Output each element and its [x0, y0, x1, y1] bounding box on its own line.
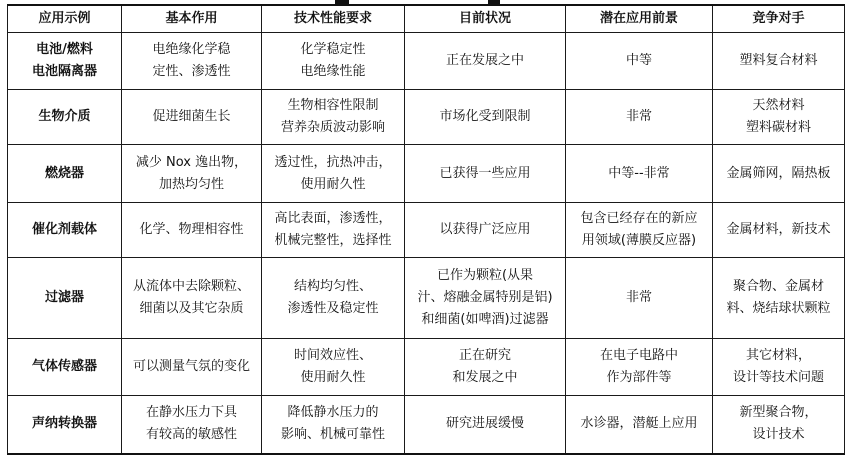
cell-line: 其它材料， [745, 348, 811, 363]
header-basic-function: 基本作用 [122, 5, 262, 33]
cell-basic-function [122, 258, 262, 339]
cell-line: 生物相容性限制 [287, 98, 379, 113]
cell-line: 非常 [625, 109, 652, 124]
cell-potential-prospects [566, 396, 713, 454]
cell-line: 正在研究 [458, 348, 511, 363]
cell-line: 从流体中去除颗粒、 [132, 279, 250, 294]
cell-current-status [405, 203, 566, 258]
cell-line: 使用耐久性 [300, 176, 366, 192]
cell-line: 已作为颗粒(从果 [436, 268, 534, 283]
cell-line: 可以测量气氛的变化 [132, 359, 250, 374]
cell-line: 在电子电路中 [599, 348, 678, 363]
table-row [8, 203, 845, 258]
cell-line: 设计等技术问题 [732, 370, 824, 385]
cell-technical-requirements [262, 90, 405, 145]
cell-basic-function [122, 339, 262, 396]
cell-application [8, 258, 122, 339]
cell-current-status [405, 90, 566, 145]
table-row [8, 90, 845, 145]
cell-current-status [405, 396, 566, 454]
cell-line: 生物介质 [38, 109, 91, 124]
cell-basic-function [122, 145, 262, 203]
cell-basic-function [122, 203, 262, 258]
cell-line: 研究进展缓慢 [445, 416, 524, 432]
cell-line: 作为部件等 [606, 370, 672, 385]
cell-line: 声纳转换器 [31, 416, 97, 432]
cell-line: 时间效应性、 [293, 348, 372, 363]
cell-line: 用领域(薄膜反应器) [581, 233, 697, 248]
cell-application [8, 90, 122, 145]
table-row [8, 33, 845, 90]
cell-competitors [713, 339, 845, 396]
cell-line: 过滤器 [44, 290, 84, 305]
cell-line: 塑料碳材料 [745, 120, 811, 135]
cell-technical-requirements [262, 33, 405, 90]
cell-line: 营养杂质波动影响 [280, 120, 385, 135]
cell-line: 聚合物、金属材 [732, 279, 824, 294]
cell-competitors [713, 203, 845, 258]
cell-potential-prospects [566, 203, 713, 258]
header-potential-prospects: 潜在应用前景 [566, 5, 713, 33]
cell-line: 促进细菌生长 [152, 109, 231, 124]
cell-potential-prospects [566, 339, 713, 396]
cell-line: 影响、机械可靠性 [280, 427, 385, 443]
cell-potential-prospects [566, 90, 713, 145]
cell-line: 非常 [625, 290, 652, 305]
cell-line: 有较高的敏感性 [145, 427, 237, 443]
cell-line: 市场化受到限制 [439, 109, 531, 124]
cell-line: 中等--非常 [608, 165, 670, 181]
cell-technical-requirements [262, 258, 405, 339]
cell-basic-function [122, 396, 262, 454]
applications-table [7, 4, 845, 455]
cell-line: 金属材料，新技术 [726, 222, 831, 237]
header-row [8, 5, 845, 33]
cell-line: 以获得广泛应用 [439, 222, 531, 237]
cell-competitors [713, 145, 845, 203]
cell-line: 减少 Nox 逸出物， [135, 154, 248, 170]
cell-line: 正在发展之中 [445, 53, 524, 68]
header-application: 应用示例 [8, 5, 122, 33]
cell-current-status [405, 145, 566, 203]
cell-line: 电池/燃料 [36, 42, 93, 57]
cell-potential-prospects [566, 33, 713, 90]
cell-line: 催化剂载体 [31, 222, 97, 237]
cell-line: 塑料复合材料 [739, 53, 818, 68]
cell-application [8, 33, 122, 90]
cell-application [8, 339, 122, 396]
table-row [8, 339, 845, 396]
cell-line: 新型聚合物， [739, 405, 818, 421]
header-competitors: 竞争对手 [713, 5, 845, 33]
cell-current-status [405, 33, 566, 90]
cell-basic-function [122, 90, 262, 145]
cell-line: 中等 [625, 53, 652, 68]
cell-line: 设计技术 [752, 427, 805, 443]
cell-application [8, 145, 122, 203]
cell-line: 和细菌(如啤酒)过滤器 [421, 312, 549, 327]
cell-line: 渗透性及稳定性 [287, 301, 379, 316]
cell-technical-requirements [262, 203, 405, 258]
cell-competitors [713, 258, 845, 339]
cell-line: 电池隔离器 [31, 64, 97, 79]
cell-line: 化学稳定性 [300, 42, 366, 57]
cell-line: 电绝缘性能 [300, 64, 366, 79]
cell-line: 天然材料 [752, 98, 805, 113]
cell-line: 高比表面，渗透性， [274, 211, 392, 226]
cell-line: 料、烧结球状颗粒 [726, 301, 831, 316]
cell-technical-requirements [262, 339, 405, 396]
cell-basic-function [122, 33, 262, 90]
cell-line: 燃烧器 [44, 165, 84, 181]
table-row [8, 258, 845, 339]
cell-line: 结构均匀性、 [293, 279, 372, 294]
cell-potential-prospects [566, 258, 713, 339]
table-row [8, 396, 845, 454]
cell-line: 化学、物理相容性 [139, 222, 244, 237]
cell-line: 包含已经存在的新应 [580, 211, 698, 226]
cell-line: 机械完整性，选择性 [274, 233, 392, 248]
table-row [8, 145, 845, 203]
cell-line: 透过性，抗热冲击， [274, 154, 392, 170]
cell-line: 气体传感器 [31, 359, 97, 374]
cell-competitors [713, 396, 845, 454]
cell-competitors [713, 33, 845, 90]
cell-line: 电绝缘化学稳 [152, 42, 231, 57]
cell-line: 细菌以及其它杂质 [139, 301, 244, 316]
cell-line: 水诊器，潜艇上应用 [580, 416, 698, 432]
cell-application [8, 396, 122, 454]
cell-current-status [405, 339, 566, 396]
cell-line: 金属筛网，隔热板 [726, 165, 831, 181]
header-technical-requirements: 技术性能要求 [262, 5, 405, 33]
cell-line: 加热均匀性 [158, 176, 224, 192]
cell-technical-requirements [262, 396, 405, 454]
cell-competitors [713, 90, 845, 145]
cell-line: 定性、渗透性 [152, 64, 231, 79]
cell-line: 使用耐久性 [300, 370, 366, 385]
cell-potential-prospects [566, 145, 713, 203]
cell-application [8, 203, 122, 258]
header-current-status: 目前状况 [405, 5, 566, 33]
cell-line: 和发展之中 [452, 370, 518, 385]
cell-line: 已获得一些应用 [439, 165, 531, 181]
cell-line: 在静水压力下具 [145, 405, 237, 421]
cell-line: 降低静水压力的 [287, 405, 379, 421]
cell-technical-requirements [262, 145, 405, 203]
cell-current-status [405, 258, 566, 339]
cell-line: 汁、熔融金属特别是铝) [417, 290, 553, 305]
